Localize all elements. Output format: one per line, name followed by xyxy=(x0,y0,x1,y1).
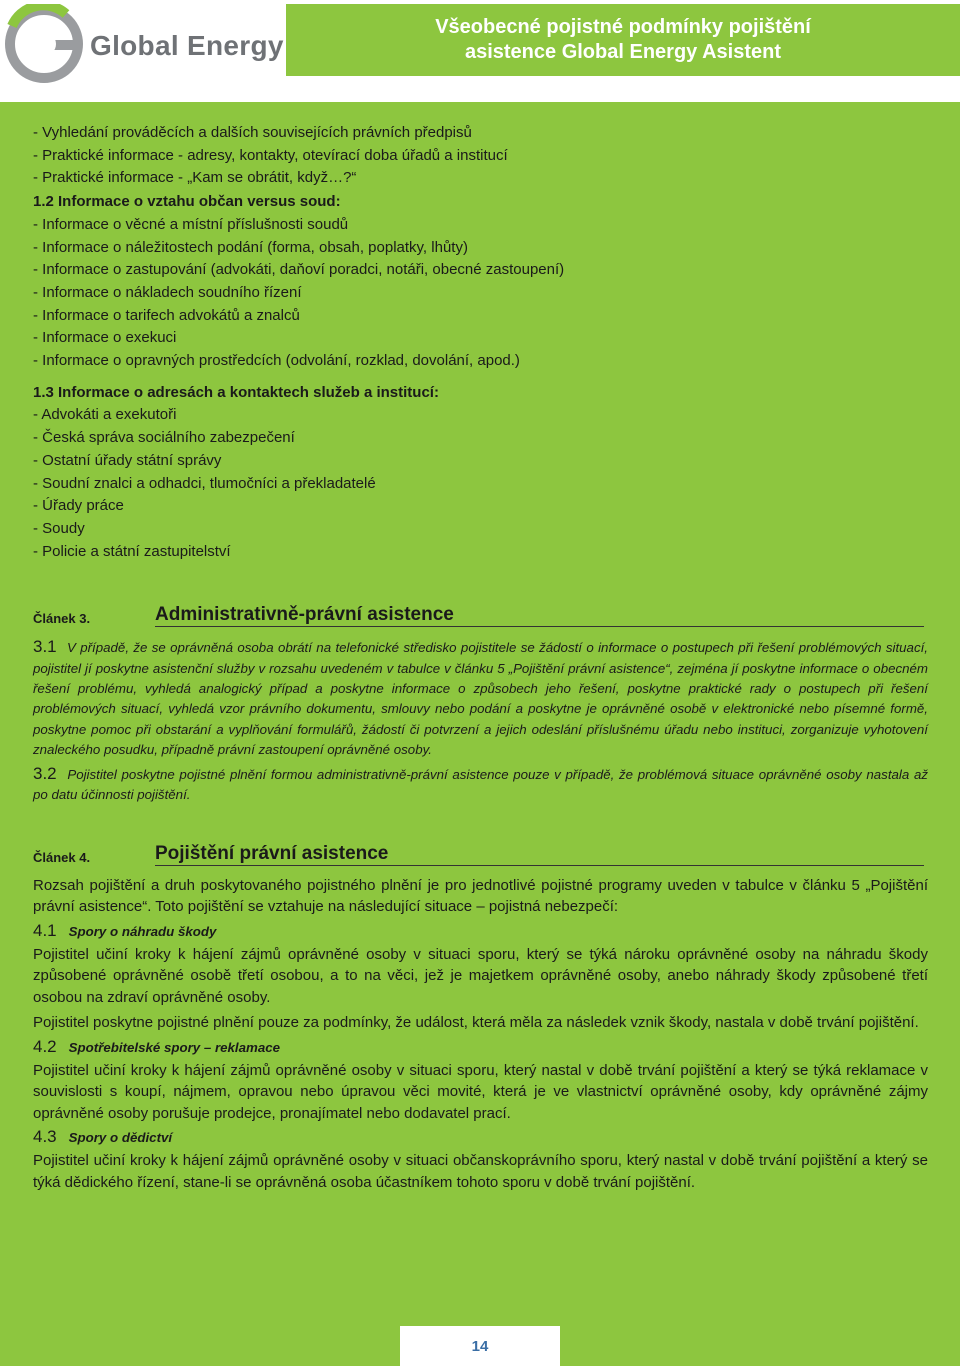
list-item: - Soudní znalci a odhadci, tlumočníci a překladatelé xyxy=(33,474,376,492)
paragraph: Pojistitel učiní kroky k hájení zájmů oprávněné osoby v situaci sporu, který se týká nároku oprávněné osoby na náhradu škody způsobené oprávněné osobě třetí osobou, a to na věci, jež je majetkem oprávněné osoby, anebo náhrady škody způsobené třetí osobou na zdraví oprávněné osoby. xyxy=(33,945,928,1006)
paragraph: Pojistitel učiní kroky k hájení zájmů oprávněné osoby v situaci občanskoprávního sporu, který nastal v době trvání pojištění a který se týká dědického řízení, stane-li se oprávněná osoba účastníkem tohoto sporu v době trvání pojištění. xyxy=(33,1152,928,1191)
list-item: - Informace o tarifech advokátů a znalců xyxy=(33,306,300,324)
section-1-3-heading: 1.3 Informace o adresách a kontaktech služeb a institucí: xyxy=(33,383,439,401)
page-number: 14 xyxy=(400,1326,560,1366)
list-item: - Praktické informace - adresy, kontakty, otevírací doba úřadů a institucí xyxy=(33,146,508,164)
article-3-title: Administrativně-právní asistence xyxy=(155,604,924,627)
section-number: 4.1 xyxy=(33,920,57,940)
paragraph-number: 3.1 xyxy=(33,637,57,657)
list-item: - Informace o opravných prostředcích (odvolání, rozklad, dovolání, apod.) xyxy=(33,352,520,370)
section-number: 4.3 xyxy=(33,1127,57,1147)
document-title xyxy=(286,4,960,76)
title-line-2: asistence Global Energy Asistent xyxy=(464,41,782,63)
section-number: 4.2 xyxy=(33,1036,57,1056)
paragraph-text: Pojistitel poskytne pojistné plnění formou administrativně-právní asistence pouze v případě, že problémová situace oprávněné osoby nastala až po datu účinnosti pojištění. xyxy=(33,767,928,803)
paragraph-text: V případě, že se oprávněná osoba obrátí na telefonické středisko pojistitele se žádostí o informace o postupech při řešení problémových situací, pojistitel jí poskytne asistenční služby v rozsahu uvedeném v tabulce v článku 5 „Pojištění právní asistence“, zejména jí poskytne informace o obecném řešení problému, vyhledá analogický případ a poskytne informace o způsobech jeho řešení, poskytne praktické rady o postupech při řešení problémových situací, vyhledá vzor právního dokumentu, smlouvy nebo podání a poskytne je oprávněné osobě v elektronické nebo písemné formě, poskytne pomoc při obstarání a vyplňování formulářů, žádostí či potvrzení a jejich odeslání příslušnému úřadu nebo instituci, zorganizuje vyhotovení znaleckého posudku, případně právní zastoupení oprávněné osoby. xyxy=(33,640,928,757)
article-3-paragraph-1 xyxy=(33,637,928,760)
list-item: - Informace o zastupování (advokáti, daňoví poradci, notáři, obecné zastoupení) xyxy=(33,261,565,279)
section-4-1-heading xyxy=(33,921,928,941)
section-4-2-heading xyxy=(33,1037,928,1057)
title-line-1: Všeobecné pojistné podmínky pojištění xyxy=(435,16,811,38)
paragraph: Pojistitel učiní kroky k hájení zájmů oprávněné osoby v situaci sporu, který nastal v době trvání pojištění a který se týká reklamace v souvislosti s koupí, nájmem, opravou nebo úpravou věci movité, která je ve vlastnictví oprávněné osoby, kdy oprávněné zájmy oprávněné osoby porušuje prodejce, pronajímatel nebo dodavatel prací. xyxy=(33,1061,928,1122)
paragraph: Pojistitel poskytne pojistné plnění pouze za podmínky, že událost, která měla za následek vznik škody, nastala v době trvání pojištění. xyxy=(33,1014,919,1032)
article-4-title: Pojištění právní asistence xyxy=(155,843,924,866)
section-title: Spotřebitelské spory – reklamace xyxy=(68,1039,281,1055)
article-4-header xyxy=(33,842,928,866)
list-item: - Soudy xyxy=(33,519,85,537)
list-item: - Úřady práce xyxy=(33,497,124,515)
list-item: - Praktické informace - „Kam se obrátit, když…?“ xyxy=(33,169,357,187)
list-item: - Informace o věcné a místní příslušnosti soudů xyxy=(33,215,349,233)
logo xyxy=(4,4,284,84)
brand-name: Global Energy xyxy=(90,30,284,61)
article-4-intro: Rozsah pojištění a druh poskytovaného pojistného plnění je pro jednotlivé pojistné programy uveden v tabulce v článku 5 „Pojištění právní asistence“. Toto pojištění se vztahuje na následující situace – pojistná nebezpečí: xyxy=(33,876,928,916)
list-item: - Ostatní úřady státní správy xyxy=(33,451,222,469)
global-energy-logo-icon xyxy=(4,4,86,84)
section-title: Spory o náhradu škody xyxy=(68,923,217,939)
list-item: - Česká správa sociálního zabezpečení xyxy=(33,429,295,447)
content-text xyxy=(33,122,928,1193)
list-item: - Policie a státní zastupitelství xyxy=(33,542,231,560)
section-title: Spory o dědictví xyxy=(68,1130,173,1146)
article-3-paragraph-2 xyxy=(33,764,928,806)
article-3-label: Článek 3. xyxy=(33,611,91,627)
paragraph-number: 3.2 xyxy=(33,764,57,784)
section-4-3-heading xyxy=(33,1127,928,1147)
article-4-label: Článek 4. xyxy=(33,849,91,865)
list-item: - Advokáti a exekutoři xyxy=(33,406,177,424)
section-1-2-heading: 1.2 Informace o vztahu občan versus soud: xyxy=(33,193,341,211)
article-3-header xyxy=(33,603,928,627)
list-item: - Vyhledání prováděcích a dalších souvisejících právních předpisů xyxy=(33,124,472,141)
list-item: - Informace o nákladech soudního řízení xyxy=(33,283,302,301)
list-item: - Informace o náležitostech podání (forma, obsah, poplatky, lhůty) xyxy=(33,238,468,256)
list-item: - Informace o exekuci xyxy=(33,329,177,347)
